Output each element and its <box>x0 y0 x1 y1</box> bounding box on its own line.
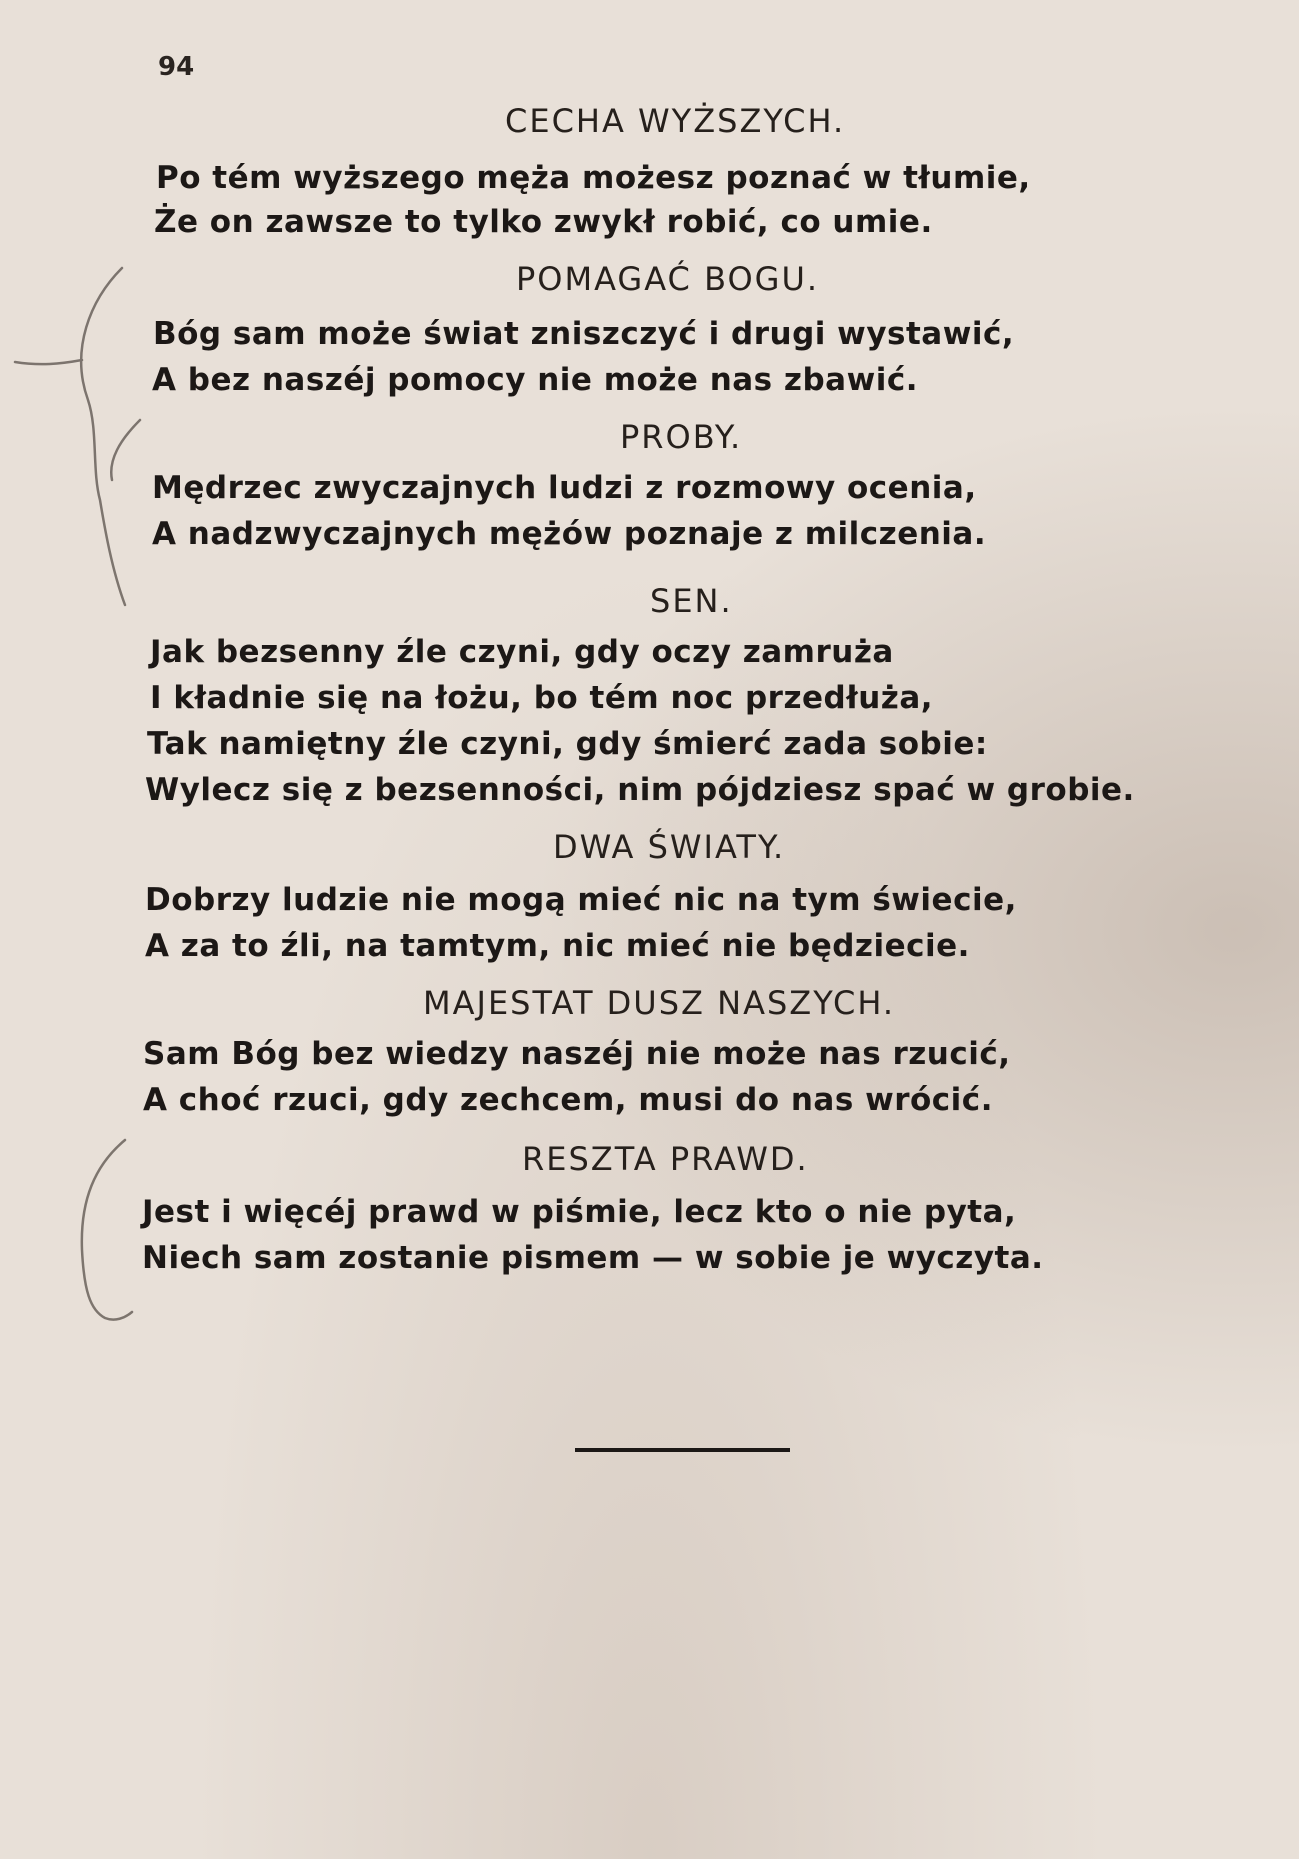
section-heading: MAJESTAT DUSZ NASZYCH. <box>423 984 895 1022</box>
section-heading: RESZTA PRAWD. <box>522 1140 809 1178</box>
verse-line: Po tém wyższego męża możesz poznać w tłumie, <box>156 160 1031 196</box>
section-heading: DWA ŚWIATY. <box>553 828 786 866</box>
verse-line: A nadzwyczajnych mężów poznaje z milczenia. <box>152 516 987 552</box>
verse-line: Jest i więcéj prawd w piśmie, lecz kto o nie pyta, <box>142 1194 1017 1230</box>
end-rule <box>575 1448 790 1452</box>
verse-line: Mędrzec zwyczajnych ludzi z rozmowy ocenia, <box>152 470 977 506</box>
verse-line: A za to źli, na tamtym, nic mieć nie będziecie. <box>145 928 970 964</box>
verse-line: Dobrzy ludzie nie mogą mieć nic na tym świecie, <box>145 882 1017 918</box>
verse-line: Tak namiętny źle czyni, gdy śmierć zada sobie: <box>147 726 988 762</box>
section-heading: CECHA WYŻSZYCH. <box>505 102 846 140</box>
section-heading: SEN. <box>650 582 733 620</box>
page-number: 94 <box>158 52 195 82</box>
verse-line: Że on zawsze to tylko zwykł robić, co umie. <box>154 204 933 240</box>
section-heading: PROBY. <box>620 418 743 456</box>
verse-line: Jak bezsenny źle czyni, gdy oczy zamruża <box>150 634 894 670</box>
verse-line: Sam Bóg bez wiedzy naszéj nie może nas rzucić, <box>143 1036 1011 1072</box>
verse-line: I kładnie się na łożu, bo tém noc przedłuża, <box>150 680 934 716</box>
verse-line: A bez naszéj pomocy nie może nas zbawić. <box>152 362 918 398</box>
verse-line: A choć rzuci, gdy zechcem, musi do nas wrócić. <box>143 1082 993 1118</box>
verse-line: Wylecz się z bezsenności, nim pójdziesz spać w grobie. <box>145 772 1135 808</box>
section-heading: POMAGAĆ BOGU. <box>516 260 820 298</box>
verse-line: Bóg sam może świat zniszczyć i drugi wystawić, <box>153 316 1015 352</box>
verse-line: Niech sam zostanie pismem — w sobie je wyczyta. <box>142 1240 1044 1276</box>
